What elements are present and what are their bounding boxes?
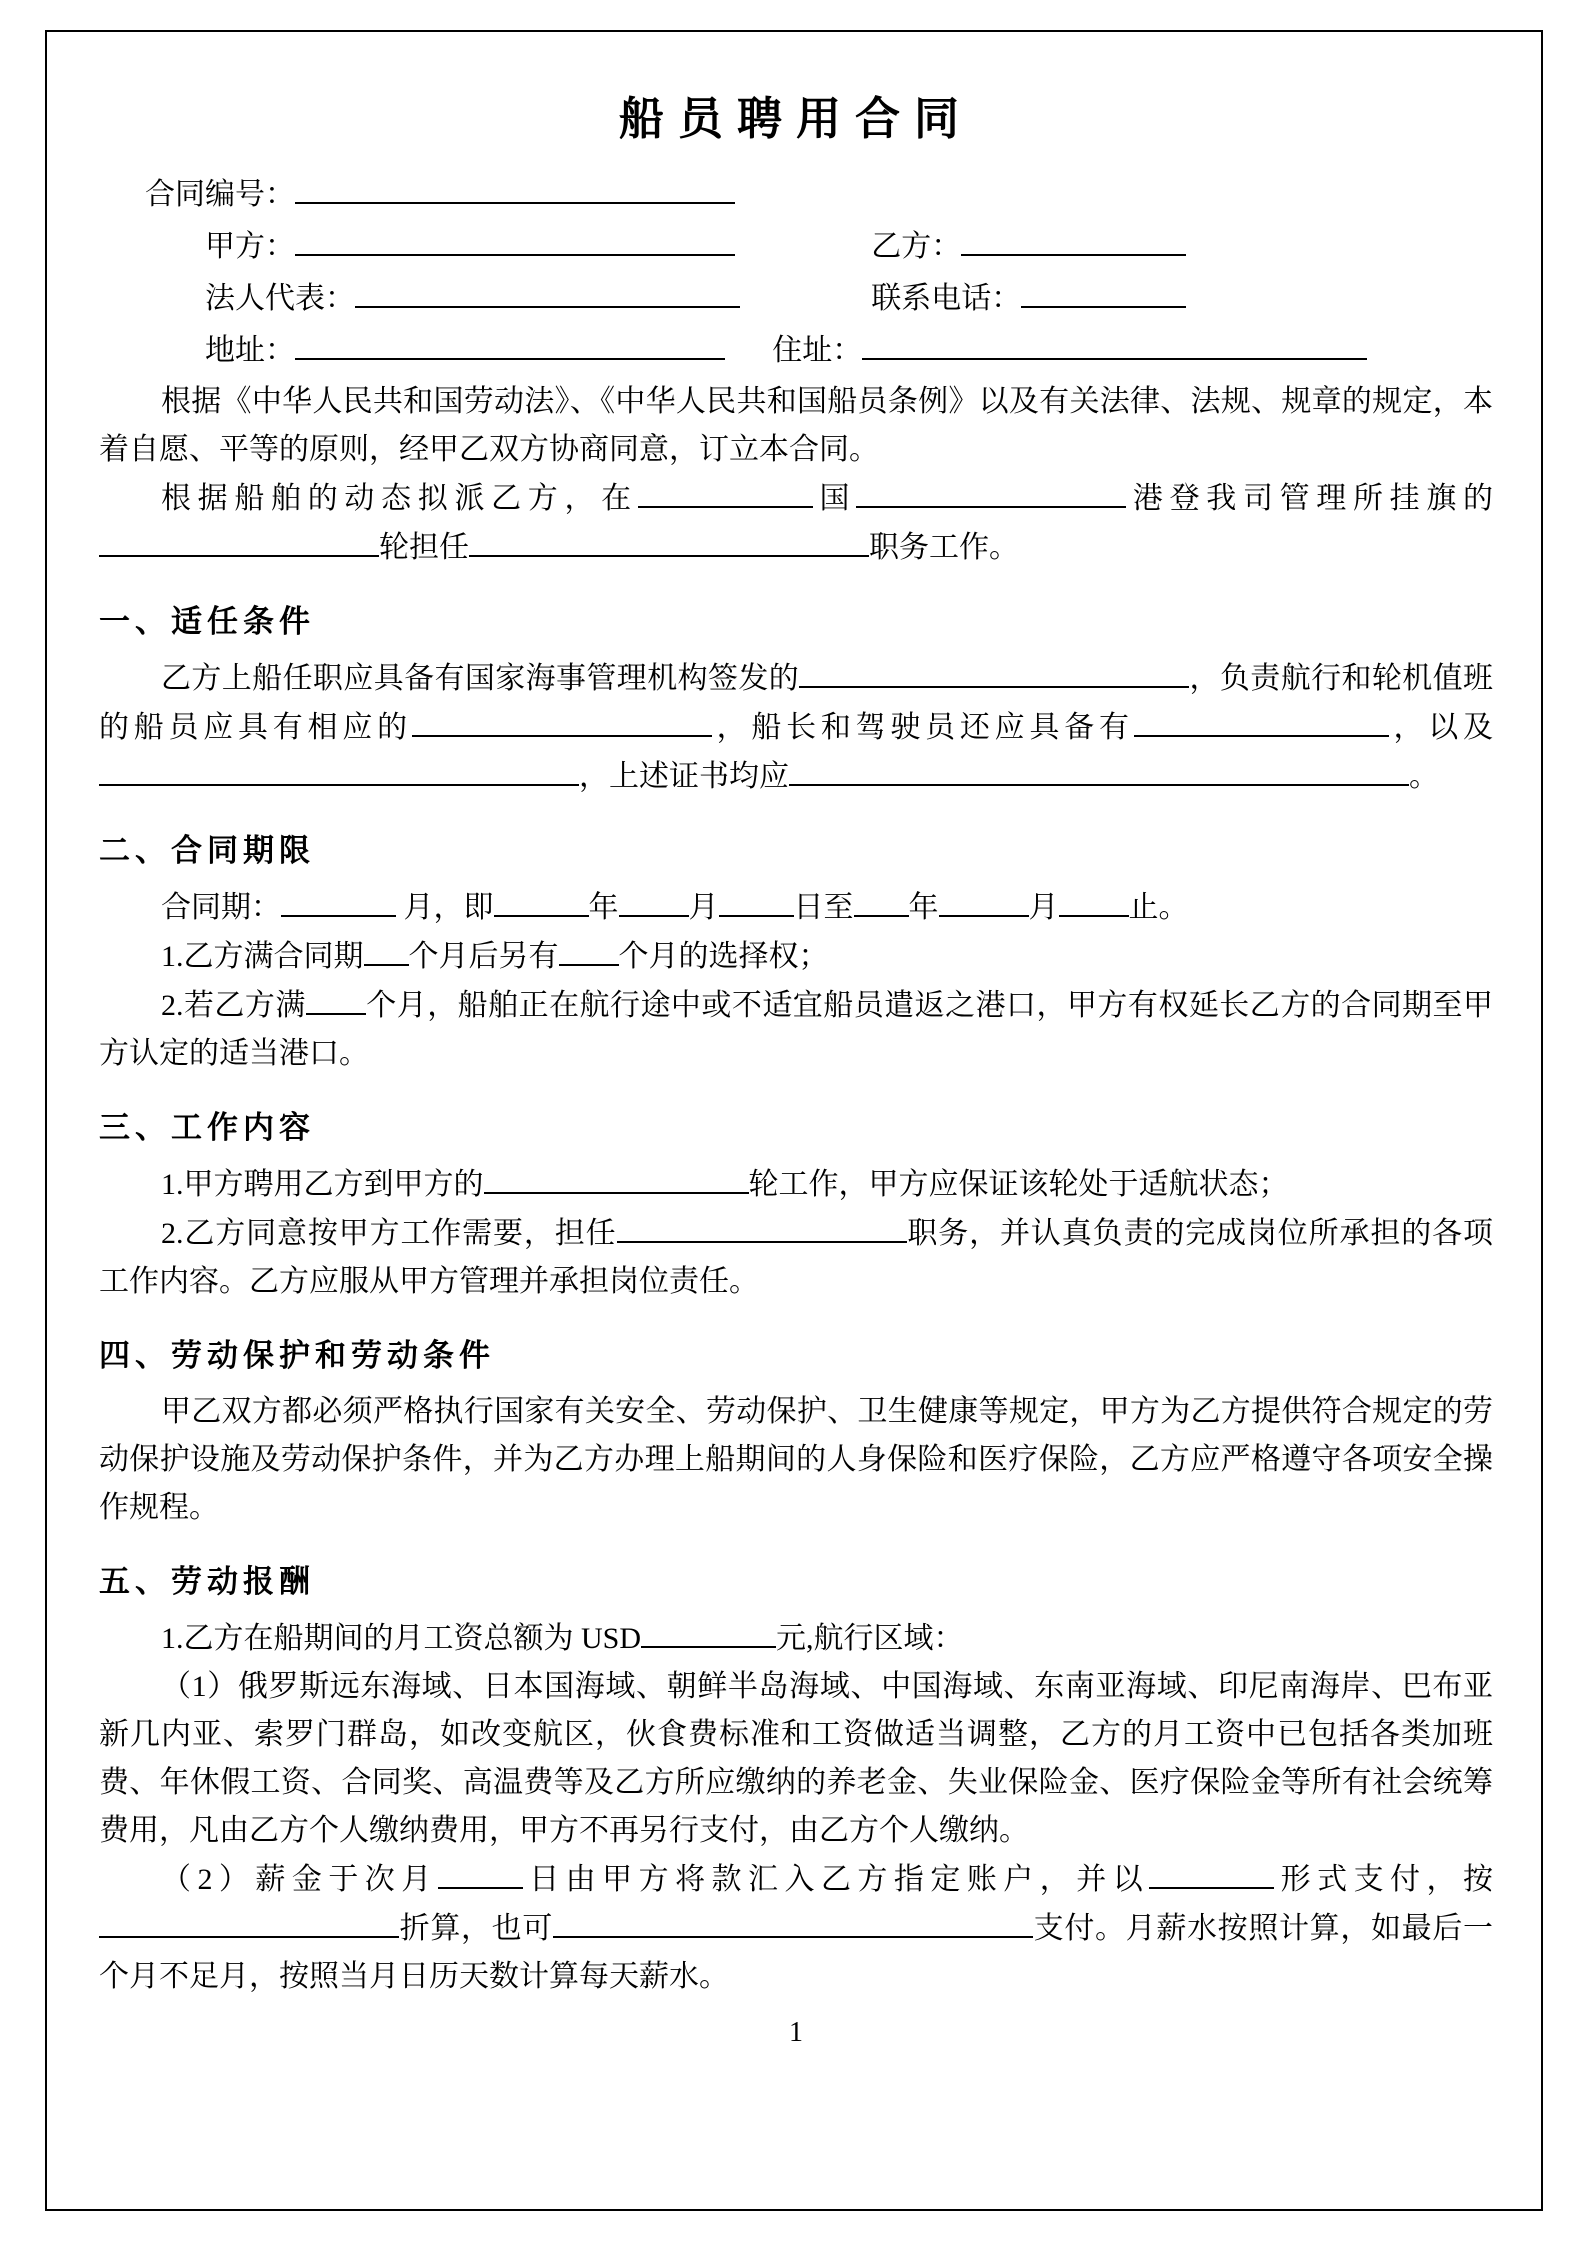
fill-in-blank[interactable] (799, 654, 1189, 688)
fill-in-blank[interactable] (484, 1160, 749, 1194)
fill-in-blank[interactable] (99, 523, 379, 557)
fill-in-blank[interactable] (638, 474, 813, 508)
fill-in-blank[interactable] (494, 883, 589, 917)
party-row (99, 222, 1493, 269)
section-contract-term (99, 827, 1493, 1078)
fill-in-blank[interactable] (1149, 1855, 1274, 1889)
fill-in-blank[interactable] (961, 222, 1186, 256)
fill-in-blank[interactable] (438, 1855, 523, 1889)
party-a-field: 甲方： (99, 222, 871, 269)
address-row (99, 326, 1493, 373)
section-paragraph: （2）薪金于次月 日由甲方将款汇入乙方指定账户，并以 形式支付，按折算，也可 支付。月薪水按照计算，如最后一个月不足月，按照当月日历天数计算每天薪水。 (99, 1855, 1493, 2001)
page-number: 1 (789, 2017, 803, 2048)
fill-in-blank[interactable] (789, 752, 1409, 786)
contract-number-field: 合同编号： (99, 170, 735, 217)
section-heading: 二、合同期限 (99, 833, 315, 868)
contract-number-row (99, 170, 1493, 217)
fill-in-blank[interactable] (364, 932, 409, 966)
section-work-content (99, 1104, 1493, 1306)
document-title: 船员聘用合同 (618, 94, 973, 144)
fill-in-blank[interactable] (641, 1614, 776, 1648)
fill-in-blank[interactable] (1134, 703, 1389, 737)
section-heading: 一、适任条件 (99, 604, 315, 639)
fill-in-blank[interactable] (1059, 883, 1129, 917)
section-paragraph: 1.乙方满合同期 个月后另有 个月的选择权； (99, 932, 1493, 981)
contact-phone-field: 联系电话： (871, 274, 1493, 321)
section-paragraph: 2.乙方同意按甲方工作需要，担任 职务，并认真负责的完成岗位所承担的各项工作内容。乙方应服从甲方管理并承担岗位责任。 (99, 1209, 1493, 1306)
section-paragraph: 1.乙方在船期间的月工资总额为 USD 元,航行区域： (99, 1614, 1493, 1663)
fill-in-blank[interactable] (281, 883, 396, 917)
fill-in-blank[interactable] (553, 1904, 1033, 1938)
section-qualifications (99, 598, 1493, 801)
legal-representative-field: 法人代表： (99, 274, 871, 321)
fill-in-blank[interactable] (469, 523, 869, 557)
section-labor-protection (99, 1332, 1493, 1532)
party-b-field: 乙方： (871, 222, 1493, 269)
section-heading: 五、劳动报酬 (99, 1564, 315, 1599)
section-heading: 三、工作内容 (99, 1110, 315, 1145)
fill-in-blank[interactable] (619, 883, 689, 917)
intro-paragraph-assignment: 根据船舶的动态拟派乙方，在 国 港登我司管理所挂旗的轮担任 职务工作。 (99, 474, 1493, 572)
section-paragraph: 1.甲方聘用乙方到甲方的 轮工作，甲方应保证该轮处于适航状态； (99, 1160, 1493, 1209)
section-paragraph: 合同期： 月，即 年 月 日至 年 月 止。 (99, 883, 1493, 932)
residence-field: 住址： (772, 326, 1493, 373)
fill-in-blank[interactable] (719, 883, 794, 917)
fill-in-blank[interactable] (295, 170, 735, 204)
fill-in-blank[interactable] (306, 981, 366, 1015)
section-labor-remuneration (99, 1558, 1493, 2001)
fill-in-blank[interactable] (99, 1904, 399, 1938)
address-field: 地址： (99, 326, 772, 373)
section-heading: 四、劳动保护和劳动条件 (99, 1338, 495, 1373)
page-border-frame (45, 30, 1543, 2211)
fill-in-blank[interactable] (295, 222, 735, 256)
fill-in-blank[interactable] (854, 883, 909, 917)
intro-paragraph-basis: 根据《中华人民共和国劳动法》、《中华人民共和国船员条例》以及有关法律、法规、规章的规定，本着自愿、平等的原则，经甲乙双方协商同意，订立本合同。 (99, 385, 1493, 466)
fill-in-blank[interactable] (939, 883, 1029, 917)
fill-in-blank[interactable] (295, 326, 725, 360)
section-paragraph: 2.若乙方满 个月，船舶正在航行途中或不适宜船员遣返之港口，甲方有权延长乙方的合同期至甲方认定的适当港口。 (99, 981, 1493, 1078)
fill-in-blank[interactable] (412, 703, 712, 737)
fill-in-blank[interactable] (99, 752, 579, 786)
representative-row (99, 274, 1493, 321)
section-paragraph: 乙方上船任职应具备有国家海事管理机构签发的 ，负责航行和轮机值班的船员应具有相应的 ，船长和驾驶员还应具备有 ，以及，上述证书均应 。 (99, 654, 1493, 801)
fill-in-blank[interactable] (559, 932, 619, 966)
section-paragraph: （1）俄罗斯远东海域、日本国海域、朝鲜半岛海域、中国海域、东南亚海域、印尼南海岸、巴布亚新几内亚、索罗门群岛，如改变航区，伙食费标准和工资做适当调整，乙方的月工资中已包括各类加班费、年休假工资、合同奖、高温费等及乙方所应缴纳的养老金、失业保险金、医疗保险金等所有社会统筹费用，凡由乙方个人缴纳费用，甲方不再另行支付，由乙方个人缴纳。 (99, 1670, 1493, 1847)
fill-in-blank[interactable] (617, 1209, 907, 1243)
fill-in-blank[interactable] (862, 326, 1367, 360)
section-paragraph: 甲乙双方都必须严格执行国家有关安全、劳动保护、卫生健康等规定，甲方为乙方提供符合规定的劳动保护设施及劳动保护条件，并为乙方办理上船期间的人身保险和医疗保险，乙方应严格遵守各项安全操作规程。 (99, 1395, 1493, 1524)
fill-in-blank[interactable] (1021, 274, 1186, 308)
fill-in-blank[interactable] (355, 274, 740, 308)
fill-in-blank[interactable] (856, 474, 1126, 508)
